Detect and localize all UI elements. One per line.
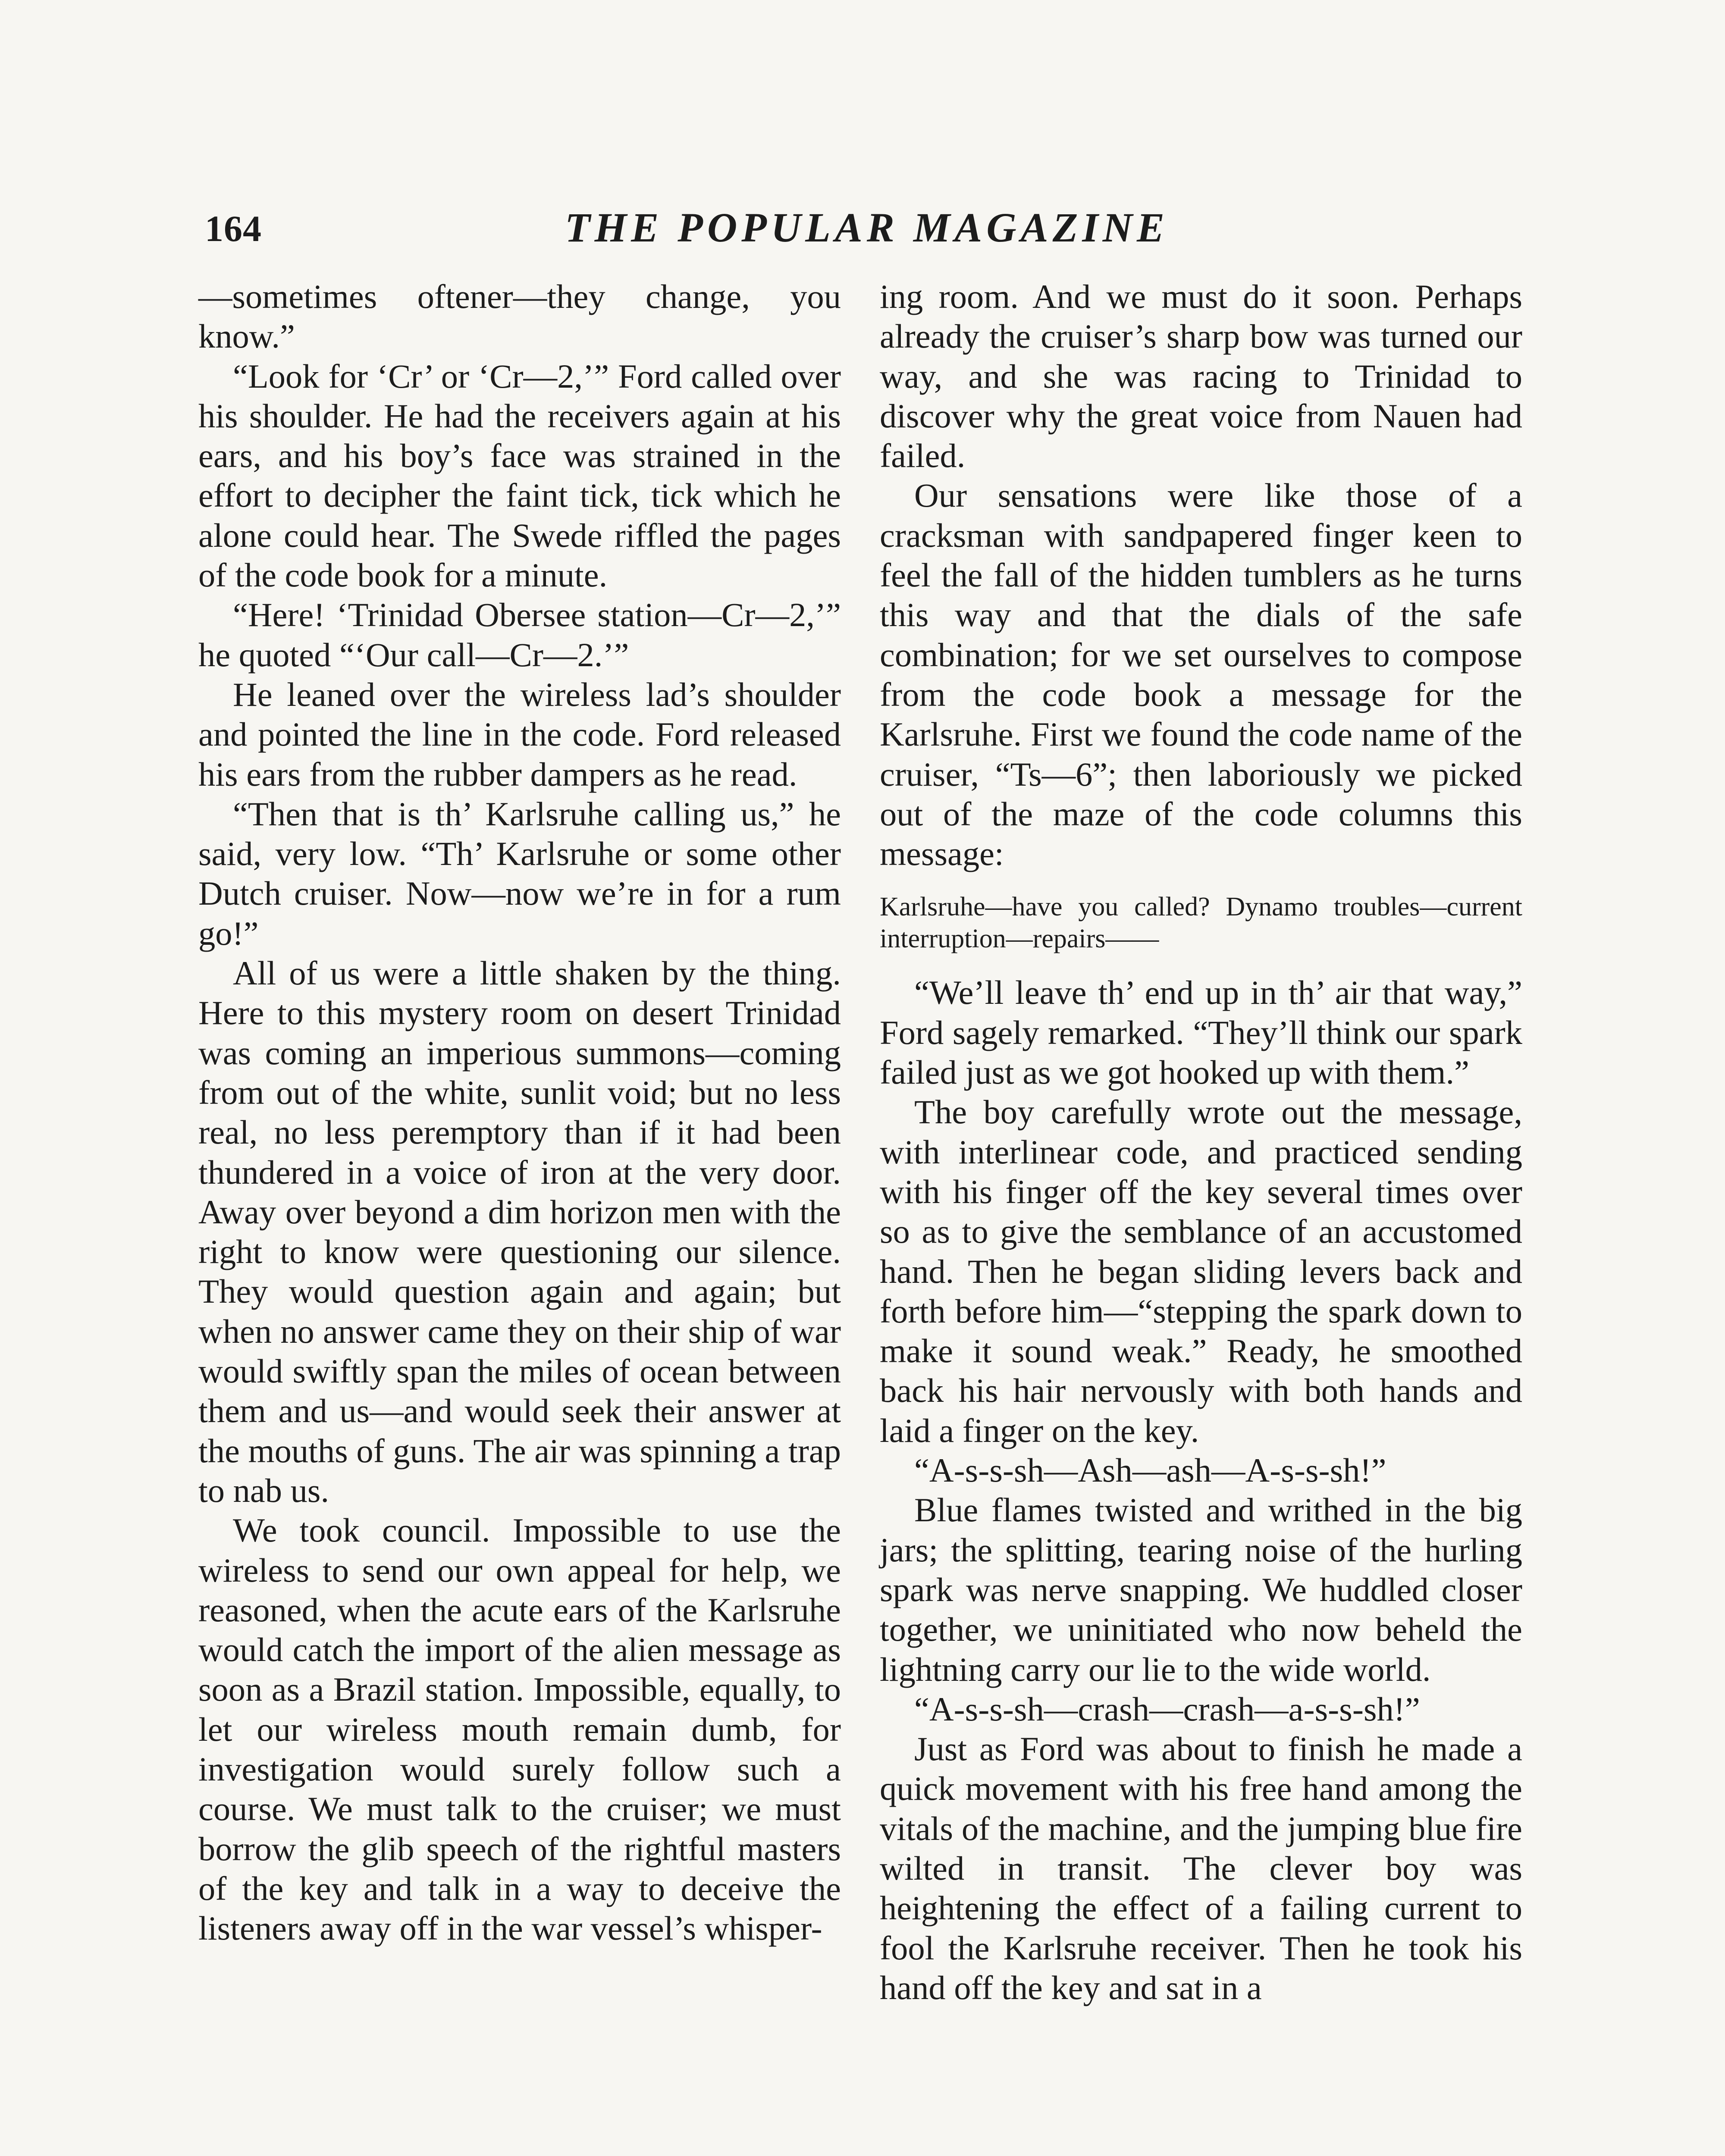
paragraph: —sometimes oftener—they change, you know.”: [198, 278, 841, 355]
page-number: 164: [205, 208, 262, 249]
left-column: [198, 277, 841, 1948]
paragraph: “Here! ‘Trinidad Obersee station—Cr—2,’” he quoted “‘Our call—Cr—2.’”: [198, 596, 841, 674]
paragraph: “Then that is th’ Karlsruhe calling us,” he said, very low. “Th’ Karlsruhe or some other Dutch cruiser. Now—now we’re in for a rum go!”: [198, 795, 841, 952]
page-header: [205, 204, 1529, 267]
paragraph: The boy carefully wrote out the message, with interlinear code, and practiced sending with his finger off the key several times over so as to give the semblance of an accustomed hand. Then he began sliding levers back and forth before him—“stepping the spark down to make it sound weak.” Ready, he smoothed back his hair nervously with both hands and laid a finger on the key.: [880, 1093, 1522, 1449]
paragraph: He leaned over the wireless lad’s shoulder and pointed the line in the code. Ford released his ears from the rubber dampers as he read.: [198, 675, 841, 793]
paragraph: Blue flames twisted and writhed in the big jars; the splitting, tearing noise of the hurling spark was nerve snapping. We huddled closer together, we uninitiated who now beheld the lightning carry our lie to the wide world.: [880, 1491, 1522, 1688]
paragraph: “Look for ‘Cr’ or ‘Cr—2,’” Ford called over his shoulder. He had the receivers again at his ears, and his boy’s face was strained in the effort to decipher the faint tick, tick which he alone could hear. The Swede riffled the pages of the code book for a minute.: [198, 357, 841, 594]
paragraph: Our sensations were like those of a cracksman with sandpapered finger keen to feel the fall of the hidden tumblers as he turns this way and that the dials of the safe combination; for we set ourselves to compose from the code book a message for the Karlsruhe. First we found the code name of the cruiser, “Ts—6”; then laboriously we picked out of the maze of the code columns this message:: [880, 476, 1522, 873]
paragraph: “A-s-s-sh—Ash—ash—A-s-s-sh!”: [914, 1451, 1386, 1489]
running-title: THE POPULAR MAGAZINE: [565, 204, 1169, 251]
paragraph: ing room. And we must do it soon. Perhaps already the cruiser’s sharp bow was turned our way, and she was racing to Trinidad to discover why the great voice from Nauen had failed.: [880, 278, 1522, 475]
paragraph: All of us were a little shaken by the thing. Here to this mystery room on desert Trinidad was coming an imperious summons—coming from out of the white, sunlit void; but no less real, no less peremptory than if it had been thundered in a voice of iron at the very door. Away over beyond a dim horizon men with the right to know were questioning our silence. They would question again and again; but when no answer came they on their ship of war would swiftly span the miles of ocean between them and us—and would seek their answer at the mouths of guns. The air was spinning a trap to nab us.: [198, 954, 841, 1509]
right-column: [880, 277, 1522, 2008]
paragraph: Just as Ford was about to finish he made a quick movement with his free hand among the vitals of the machine, and the jumping blue fire wilted in transit. The clever boy was heightening the effect of a failing current to fool the Karlsruhe receiver. Then he took his hand off the key and sat in a: [880, 1730, 1522, 2006]
paragraph: “A-s-s-sh—crash—crash—a-s-s-sh!”: [914, 1690, 1420, 1728]
paragraph: We took council. Impossible to use the wireless to send our own appeal for help, we reasoned, when the acute ears of the Karlsruhe would catch the import of the alien message as soon as a Brazil station. Impossible, equally, to let our wireless mouth remain dumb, for investigation would surely follow such a course. We must talk to the cruiser; we must borrow the glib speech of the rightful masters of the key and talk in a way to deceive the listeners away off in the war vessel’s whisper-: [198, 1511, 841, 1947]
paragraph: “We’ll leave th’ end up in th’ air that way,” Ford sagely remarked. “They’ll think our spark failed just as we got hooked up with them.”: [880, 974, 1522, 1091]
coded-message: Karlsruhe—have you called? Dynamo troubles—current interruption—repairs——: [880, 892, 1522, 954]
